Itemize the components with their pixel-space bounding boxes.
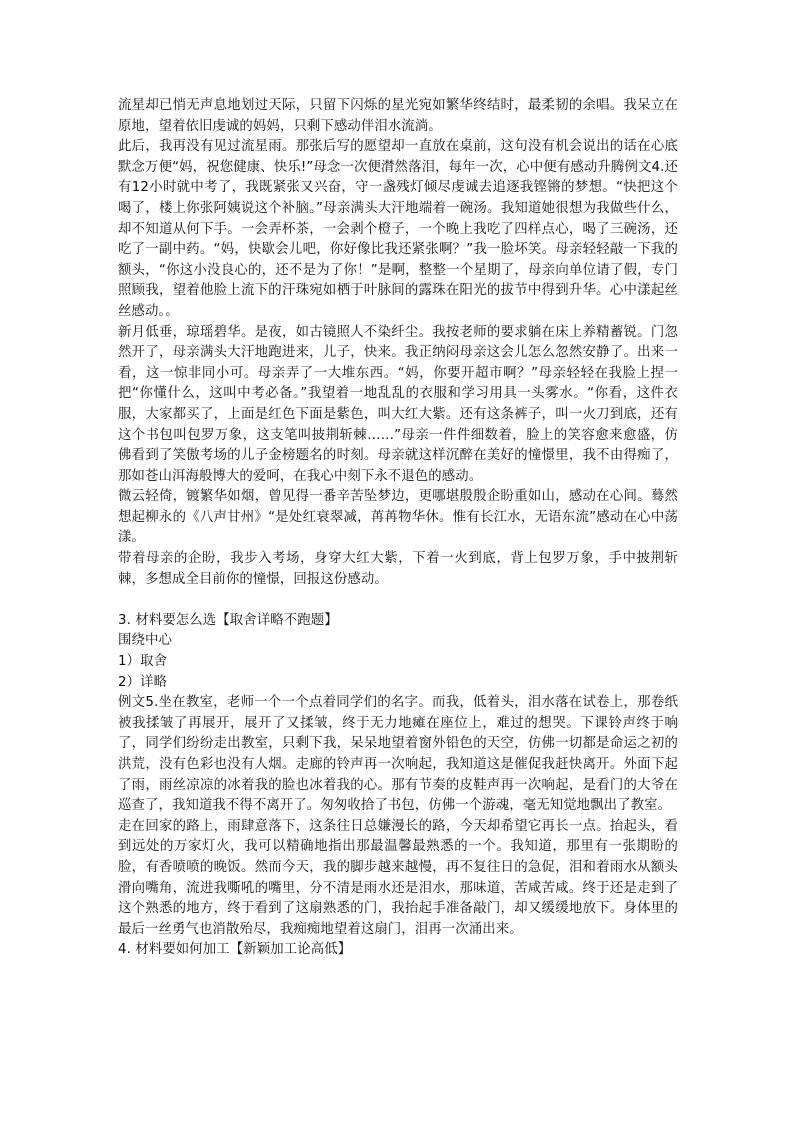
list-item-detail: 2）详略	[118, 674, 168, 690]
section-heading-4: 4. 材料要如何加工【新颖加工论高低】	[118, 942, 352, 958]
document-page	[118, 96, 678, 961]
subheading-focus-center: 围绕中心	[118, 633, 172, 649]
paragraph-walking-home: 走在回家的路上，雨肆意落下，这条往日总嫌漫长的路，今天却希望它再长一点。抬起头，看到远处的万家灯火，我可以精确地指出那最温馨最熟悉的一个。我知道，那里有一张期盼的脸，有香喷喷的晚饭。然而今天，我的脚步越来越慢，再不复往日的急促，泪和着雨水从额头滑向嘴角，流进我嘶吼的嘴里，分不清是雨水还是泪水，那味道，苦咸苦咸。终于还是走到了这个熟悉的地方，终于看到了这扇熟悉的门，我抬起手准备敲门，却又缓缓地放下。身体里的最后一丝勇气也消散殆尽，我痴痴地望着这扇门，泪再一次涌出来。	[118, 818, 678, 937]
paragraph-exam-hall: 带着母亲的企盼，我步入考场，身穿大红大紫，下着一火到底，背上包罗万象，手中披荆斩棘，多想成全目前你的憧憬，回报这份感动。	[118, 551, 678, 587]
paragraph-new-moon: 新月低垂，琼瑶碧华。是夜，如古镜照人不染纤尘。我按老师的要求躺在床上养精蓄锐。门忽然开了，母亲满头大汗地跑进来，儿子，快来。我正纳闷母亲这会儿怎么忽然安静了。出来一看，这一惊非同小可。母亲弄了一大堆东西。“妈，你要开超市啊？”母亲轻轻在我脸上捏一把“你懂什么，这叫中考必备。”我望着一地乱乱的衣服和学习用具一头雾水。“你看，这件衣服，大家都买了，上面是红色下面是紫色，叫大红大紫。还有这条裤子，叫一火刀到底，还有这个书包叫包罗万象，这支笔叫披荆斩棘……”母亲一件件细数着，脸上的笑容愈来愈盛，仿佛看到了笑傲考场的儿子金榜题名的时刻。母亲就这样沉醉在美好的憧憬里，我不由得痴了，那如苍山洱海般博大的爱呵，在我心中刻下永不退色的感动。	[118, 324, 678, 484]
section-heading-3: 3. 材料要怎么选【取舍详略不跑题】	[118, 612, 338, 628]
blank-line	[118, 590, 678, 611]
list-item-selection: 1）取舍	[118, 654, 168, 670]
paragraph-wish-and-example-4: 此后，我再没有见过流星雨。那张后写的愿望却一直放在桌前，这句没有机会说出的话在心底默念万便“妈，祝您健康、快乐!”母念一次便潸然落泪，每年一次，心中便有感动升腾例文4.还有12小时就中考了，我既紧张又兴奋，守一盏残灯倾尽虔诚去追逐我铿锵的梦想。“快把这个喝了，楼上你张阿姨说这个补脑。”母亲满头大汗地端着一碗汤。我知道她很想为我做些什么，却不知道从何下手。一会弄杯茶，一会剥个橙子，一个晚上我吃了四样点心，喝了三碗汤，还吃了一副中药。“妈，快歇会儿吧，你好像比我还紧张啊？”我一脸坏笑。母亲轻轻敲一下我的额头，“你这小没良心的，还不是为了你！”是啊，整整一个星期了，母亲向单位请了假，专门照顾我，望着他脸上流下的汗珠宛如栖于叶脉间的露珠在阳光的拔节中得到升华。心中漾起丝丝感动。。	[118, 139, 678, 319]
paragraph-meteor-ending: 流星却已悄无声息地划过天际，只留下闪烁的星光宛如繁华终结时，最柔韧的余唱。我呆立在原地，望着依旧虔诚的妈妈，只剩下感动伴泪水流淌。	[118, 98, 678, 134]
paragraph-example-5: 例文5.坐在教室，老师一个一个点着同学们的名字。而我，低着头，泪水落在试卷上，那卷纸被我揉皱了再展开，展开了又揉皱，终于无力地瘫在座位上，难过的想哭。下课铃声终于响了，同学们纷纷走出教室，只剩下我，呆呆地望着窗外铅色的天空，仿佛一切都是命运之初的洪荒，没有色彩也没有人烟。走廊的铃声再一次响起，我知道这是催促我赶快离开。外面下起了雨，雨丝凉凉的冰着我的脸也冰着我的心。那有节奏的皮鞋声再一次响起，是看门的大爷在巡查了，我知道我不得不离开了。匆匆收拾了书包，仿佛一个游魂，毫无知觉地飘出了教室。	[118, 695, 678, 814]
paragraph-light-clouds: 微云轻倚，镀繁华如烟，曾见得一番辛苦坠梦边，更哪堪殷殷企盼重如山，感动在心间。蓦然想起柳永的《八声甘州》“是处红衰翠减，苒苒物华休。惟有长江水，无语东流”感动在心中荡漾。	[118, 489, 678, 546]
